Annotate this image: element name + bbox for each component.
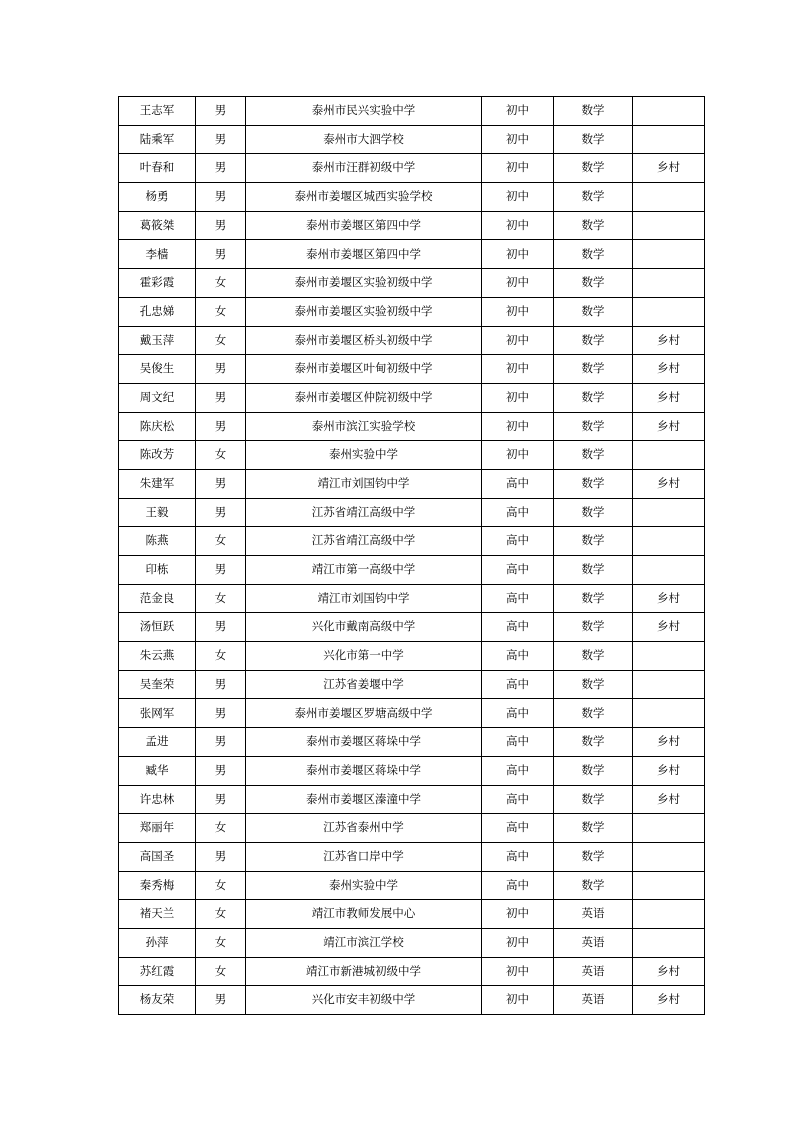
cell-subject: 数学: [554, 211, 633, 240]
cell-gender: 男: [196, 699, 246, 728]
table-row: [119, 355, 705, 384]
roster-table-body: [119, 97, 705, 1015]
cell-name: 周文纪: [119, 383, 196, 412]
cell-school: 泰州实验中学: [246, 441, 482, 470]
cell-name: 陈改芳: [119, 441, 196, 470]
table-row: [119, 986, 705, 1015]
cell-subject: 数学: [554, 183, 633, 212]
cell-gender: 女: [196, 441, 246, 470]
cell-school: 泰州市姜堰区第四中学: [246, 211, 482, 240]
cell-area: 乡村: [633, 326, 705, 355]
cell-subject: 数学: [554, 383, 633, 412]
cell-level: 高中: [482, 842, 554, 871]
cell-name: 王毅: [119, 498, 196, 527]
cell-school: 江苏省姜堰中学: [246, 670, 482, 699]
table-row: [119, 670, 705, 699]
cell-area: [633, 297, 705, 326]
cell-level: 高中: [482, 814, 554, 843]
cell-school: 泰州实验中学: [246, 871, 482, 900]
cell-area: [633, 842, 705, 871]
cell-name: 范金良: [119, 584, 196, 613]
cell-gender: 男: [196, 125, 246, 154]
cell-subject: 数学: [554, 728, 633, 757]
cell-level: 初中: [482, 211, 554, 240]
cell-subject: 数学: [554, 240, 633, 269]
cell-school: 靖江市刘国钧中学: [246, 469, 482, 498]
cell-school: 泰州市民兴实验中学: [246, 97, 482, 126]
cell-level: 初中: [482, 412, 554, 441]
cell-subject: 数学: [554, 441, 633, 470]
table-row: [119, 183, 705, 212]
table-row: [119, 441, 705, 470]
cell-level: 初中: [482, 269, 554, 298]
table-row: [119, 900, 705, 929]
cell-area: [633, 900, 705, 929]
table-row: [119, 728, 705, 757]
cell-name: 叶春和: [119, 154, 196, 183]
cell-area: [633, 642, 705, 671]
cell-subject: 数学: [554, 785, 633, 814]
cell-gender: 男: [196, 412, 246, 441]
cell-gender: 男: [196, 211, 246, 240]
cell-area: 乡村: [633, 728, 705, 757]
table-row: [119, 527, 705, 556]
cell-level: 高中: [482, 785, 554, 814]
cell-name: 杨勇: [119, 183, 196, 212]
cell-subject: 英语: [554, 928, 633, 957]
cell-name: 郑丽年: [119, 814, 196, 843]
table-row: [119, 269, 705, 298]
cell-area: 乡村: [633, 355, 705, 384]
cell-gender: 男: [196, 498, 246, 527]
cell-name: 陈庆松: [119, 412, 196, 441]
cell-gender: 男: [196, 785, 246, 814]
cell-school: 泰州市姜堰区桥头初级中学: [246, 326, 482, 355]
cell-level: 初中: [482, 326, 554, 355]
cell-subject: 数学: [554, 125, 633, 154]
table-row: [119, 642, 705, 671]
cell-school: 靖江市教师发展中心: [246, 900, 482, 929]
cell-level: 高中: [482, 469, 554, 498]
cell-name: 张网军: [119, 699, 196, 728]
roster-table: [118, 96, 705, 1015]
table-row: [119, 498, 705, 527]
cell-school: 江苏省泰州中学: [246, 814, 482, 843]
cell-gender: 男: [196, 670, 246, 699]
cell-area: [633, 125, 705, 154]
cell-subject: 数学: [554, 412, 633, 441]
cell-school: 靖江市新港城初级中学: [246, 957, 482, 986]
table-row: [119, 154, 705, 183]
cell-area: [633, 556, 705, 585]
cell-level: 初中: [482, 97, 554, 126]
cell-subject: 英语: [554, 957, 633, 986]
cell-subject: 数学: [554, 355, 633, 384]
cell-gender: 男: [196, 240, 246, 269]
table-row: [119, 871, 705, 900]
cell-level: 高中: [482, 728, 554, 757]
cell-name: 孙萍: [119, 928, 196, 957]
cell-gender: 女: [196, 928, 246, 957]
table-row: [119, 125, 705, 154]
cell-name: 陆乘军: [119, 125, 196, 154]
cell-subject: 数学: [554, 154, 633, 183]
cell-level: 初中: [482, 125, 554, 154]
cell-area: 乡村: [633, 584, 705, 613]
cell-area: [633, 527, 705, 556]
cell-level: 初中: [482, 928, 554, 957]
cell-name: 孟进: [119, 728, 196, 757]
table-row: [119, 326, 705, 355]
table-row: [119, 785, 705, 814]
cell-school: 泰州市姜堰区实验初级中学: [246, 269, 482, 298]
table-row: [119, 383, 705, 412]
cell-subject: 数学: [554, 613, 633, 642]
cell-area: 乡村: [633, 383, 705, 412]
cell-gender: 男: [196, 183, 246, 212]
cell-level: 高中: [482, 613, 554, 642]
cell-school: 泰州市汪群初级中学: [246, 154, 482, 183]
cell-school: 泰州市姜堰区蒋垛中学: [246, 756, 482, 785]
cell-level: 初中: [482, 441, 554, 470]
table-row: [119, 814, 705, 843]
cell-subject: 数学: [554, 670, 633, 699]
cell-area: 乡村: [633, 986, 705, 1015]
cell-name: 汤恒跃: [119, 613, 196, 642]
cell-gender: 女: [196, 642, 246, 671]
cell-area: [633, 498, 705, 527]
cell-name: 朱云燕: [119, 642, 196, 671]
cell-subject: 数学: [554, 469, 633, 498]
cell-name: 臧华: [119, 756, 196, 785]
cell-level: 高中: [482, 584, 554, 613]
cell-school: 泰州市姜堰区仲院初级中学: [246, 383, 482, 412]
cell-subject: 数学: [554, 269, 633, 298]
cell-level: 高中: [482, 498, 554, 527]
table-row: [119, 613, 705, 642]
cell-gender: 女: [196, 527, 246, 556]
cell-gender: 男: [196, 613, 246, 642]
cell-gender: 男: [196, 556, 246, 585]
cell-school: 江苏省口岸中学: [246, 842, 482, 871]
cell-area: [633, 814, 705, 843]
cell-area: [633, 441, 705, 470]
cell-subject: 数学: [554, 97, 633, 126]
cell-name: 褚天兰: [119, 900, 196, 929]
table-row: [119, 240, 705, 269]
table-row: [119, 211, 705, 240]
cell-area: 乡村: [633, 613, 705, 642]
cell-level: 高中: [482, 670, 554, 699]
cell-level: 初中: [482, 183, 554, 212]
cell-school: 兴化市戴南高级中学: [246, 613, 482, 642]
table-row: [119, 756, 705, 785]
cell-school: 泰州市姜堰区溱潼中学: [246, 785, 482, 814]
cell-level: 初中: [482, 154, 554, 183]
cell-gender: 女: [196, 584, 246, 613]
cell-area: [633, 240, 705, 269]
table-row: [119, 297, 705, 326]
cell-school: 兴化市第一中学: [246, 642, 482, 671]
table-row: [119, 556, 705, 585]
cell-name: 杨友荣: [119, 986, 196, 1015]
cell-name: 李樯: [119, 240, 196, 269]
cell-gender: 女: [196, 297, 246, 326]
cell-school: 靖江市第一高级中学: [246, 556, 482, 585]
cell-level: 初中: [482, 900, 554, 929]
cell-subject: 数学: [554, 527, 633, 556]
cell-school: 泰州市姜堰区蒋垛中学: [246, 728, 482, 757]
cell-school: 泰州市姜堰区实验初级中学: [246, 297, 482, 326]
cell-school: 泰州市姜堰区叶甸初级中学: [246, 355, 482, 384]
cell-gender: 女: [196, 900, 246, 929]
cell-school: 泰州市大泗学校: [246, 125, 482, 154]
cell-school: 江苏省靖江高级中学: [246, 527, 482, 556]
cell-subject: 数学: [554, 642, 633, 671]
cell-name: 印栋: [119, 556, 196, 585]
cell-area: 乡村: [633, 785, 705, 814]
cell-gender: 女: [196, 957, 246, 986]
cell-subject: 数学: [554, 584, 633, 613]
cell-name: 苏红霞: [119, 957, 196, 986]
cell-school: 兴化市安丰初级中学: [246, 986, 482, 1015]
cell-name: 吴俊生: [119, 355, 196, 384]
cell-area: [633, 699, 705, 728]
cell-area: 乡村: [633, 756, 705, 785]
cell-name: 朱建军: [119, 469, 196, 498]
cell-area: 乡村: [633, 469, 705, 498]
cell-name: 高国圣: [119, 842, 196, 871]
cell-subject: 数学: [554, 326, 633, 355]
cell-area: [633, 928, 705, 957]
cell-name: 王志军: [119, 97, 196, 126]
cell-school: 江苏省靖江高级中学: [246, 498, 482, 527]
table-row: [119, 957, 705, 986]
cell-name: 葛筱桀: [119, 211, 196, 240]
cell-level: 初中: [482, 355, 554, 384]
cell-level: 高中: [482, 642, 554, 671]
cell-level: 初中: [482, 986, 554, 1015]
cell-school: 泰州市姜堰区城西实验学校: [246, 183, 482, 212]
cell-area: [633, 183, 705, 212]
cell-gender: 男: [196, 469, 246, 498]
cell-level: 初中: [482, 240, 554, 269]
cell-gender: 男: [196, 756, 246, 785]
cell-school: 靖江市刘国钧中学: [246, 584, 482, 613]
cell-level: 初中: [482, 957, 554, 986]
cell-subject: 数学: [554, 871, 633, 900]
cell-level: 初中: [482, 383, 554, 412]
table-row: [119, 412, 705, 441]
cell-level: 高中: [482, 756, 554, 785]
cell-school: 泰州市姜堰区第四中学: [246, 240, 482, 269]
cell-level: 高中: [482, 871, 554, 900]
cell-name: 霍彩霞: [119, 269, 196, 298]
cell-gender: 男: [196, 986, 246, 1015]
cell-name: 许忠林: [119, 785, 196, 814]
cell-subject: 数学: [554, 699, 633, 728]
cell-name: 戴玉萍: [119, 326, 196, 355]
cell-area: 乡村: [633, 957, 705, 986]
cell-subject: 数学: [554, 814, 633, 843]
cell-name: 陈燕: [119, 527, 196, 556]
table-row: [119, 469, 705, 498]
cell-school: 泰州市姜堰区罗塘高级中学: [246, 699, 482, 728]
cell-school: 靖江市滨江学校: [246, 928, 482, 957]
cell-subject: 数学: [554, 842, 633, 871]
cell-subject: 英语: [554, 900, 633, 929]
cell-area: 乡村: [633, 412, 705, 441]
cell-level: 高中: [482, 699, 554, 728]
cell-name: 吴奎荣: [119, 670, 196, 699]
cell-name: 孔忠娣: [119, 297, 196, 326]
cell-subject: 数学: [554, 756, 633, 785]
cell-level: 初中: [482, 297, 554, 326]
cell-subject: 数学: [554, 498, 633, 527]
cell-gender: 女: [196, 326, 246, 355]
cell-school: 泰州市滨江实验学校: [246, 412, 482, 441]
cell-area: [633, 269, 705, 298]
cell-subject: 数学: [554, 556, 633, 585]
table-row: [119, 699, 705, 728]
cell-gender: 女: [196, 269, 246, 298]
cell-subject: 数学: [554, 297, 633, 326]
cell-subject: 英语: [554, 986, 633, 1015]
cell-area: 乡村: [633, 154, 705, 183]
cell-area: [633, 97, 705, 126]
cell-gender: 女: [196, 814, 246, 843]
table-row: [119, 928, 705, 957]
cell-area: [633, 871, 705, 900]
table-row: [119, 842, 705, 871]
cell-area: [633, 670, 705, 699]
cell-gender: 男: [196, 355, 246, 384]
cell-gender: 男: [196, 728, 246, 757]
cell-gender: 男: [196, 383, 246, 412]
cell-area: [633, 211, 705, 240]
cell-level: 高中: [482, 527, 554, 556]
cell-level: 高中: [482, 556, 554, 585]
cell-name: 秦秀梅: [119, 871, 196, 900]
cell-gender: 男: [196, 154, 246, 183]
cell-gender: 男: [196, 97, 246, 126]
table-row: [119, 97, 705, 126]
cell-gender: 女: [196, 871, 246, 900]
cell-gender: 男: [196, 842, 246, 871]
table-row: [119, 584, 705, 613]
